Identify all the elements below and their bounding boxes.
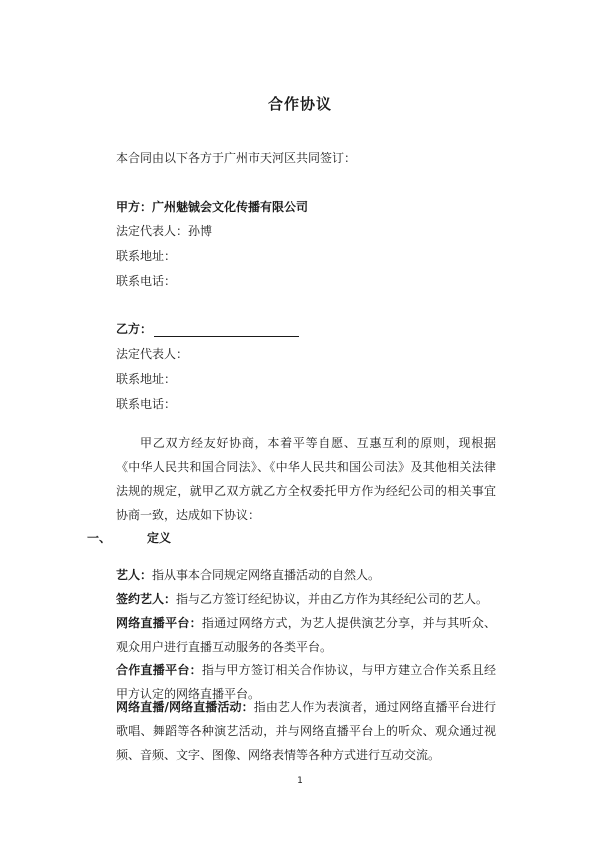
party-b-address-line: 联系地址： [116,372,177,386]
party-b-legal-rep-line: 法定代表人： [116,347,189,361]
definition-text: 指从事本合同规定网络直播活动的自然人。 [152,568,381,582]
definition-term: 签约艺人： [116,592,177,606]
party-a-name: 广州魅铖会文化传播有限公司 [152,200,309,214]
party-b-line [116,321,299,337]
definition-item [116,563,496,587]
definition-term: 网络直播/网络直播活动： [116,700,254,714]
intro-line: 本合同由以下各方于广州市天河区共同签订： [116,151,357,165]
party-b-blank-line [154,324,299,337]
definition-term: 合作直播平台： [116,663,202,677]
party-a-label: 甲方： [116,200,153,214]
party-b-label: 乙方： [116,322,153,336]
definition-term: 网络直播平台： [116,616,202,630]
party-a-address-line: 联系地址： [116,249,177,263]
definition-item [116,611,496,659]
party-a-line [116,199,308,215]
party-a-legal-rep-line [116,223,212,239]
section-title: 定义 [147,531,172,545]
party-a-phone-line: 联系电话： [116,274,177,288]
definition-item [116,587,496,611]
preamble-paragraph: 甲乙双方经友好协商，本着平等自愿、互惠互利的原则，现根据《中华人民共和国合同法》、《中华人民共和国公司法》及其他相关法律法规的规定，就甲乙双方就乙方全权委托甲方作为经纪公司的相关事宜协商一致，达成如下协议： [116,436,496,522]
party-a-legal-rep: 孙博 [188,224,213,238]
section-heading [87,529,171,546]
document-title: 合作协议 [267,95,332,113]
definition-item [116,695,496,767]
page-number: 1 [297,776,303,786]
definition-text: 指通过网络方式，为艺人提供演艺分享，并与其听众、观众用户进行直播互动服务的各类平台。 [116,616,496,654]
definition-term: 艺人： [116,568,153,582]
party-a-legal-rep-label: 法定代表人： [116,224,189,238]
definition-text: 指与乙方签订经纪协议，并由乙方作为其经纪公司的艺人。 [176,592,489,606]
section-number: 一、 [87,531,112,545]
party-b-phone-line: 联系电话： [116,397,177,411]
definition-text: 指由艺人作为表演者，通过网络直播平台进行歌唱、舞蹈等各种演艺活动，并与网络直播平台上的听众、观众通过视频、音频、文字、图像、网络表情等各种方式进行互动交流。 [116,700,496,762]
definition-text: 指与甲方签订相关合作协议，与甲方建立合作关系且经甲方认定的网络直播平台。 [116,663,496,701]
